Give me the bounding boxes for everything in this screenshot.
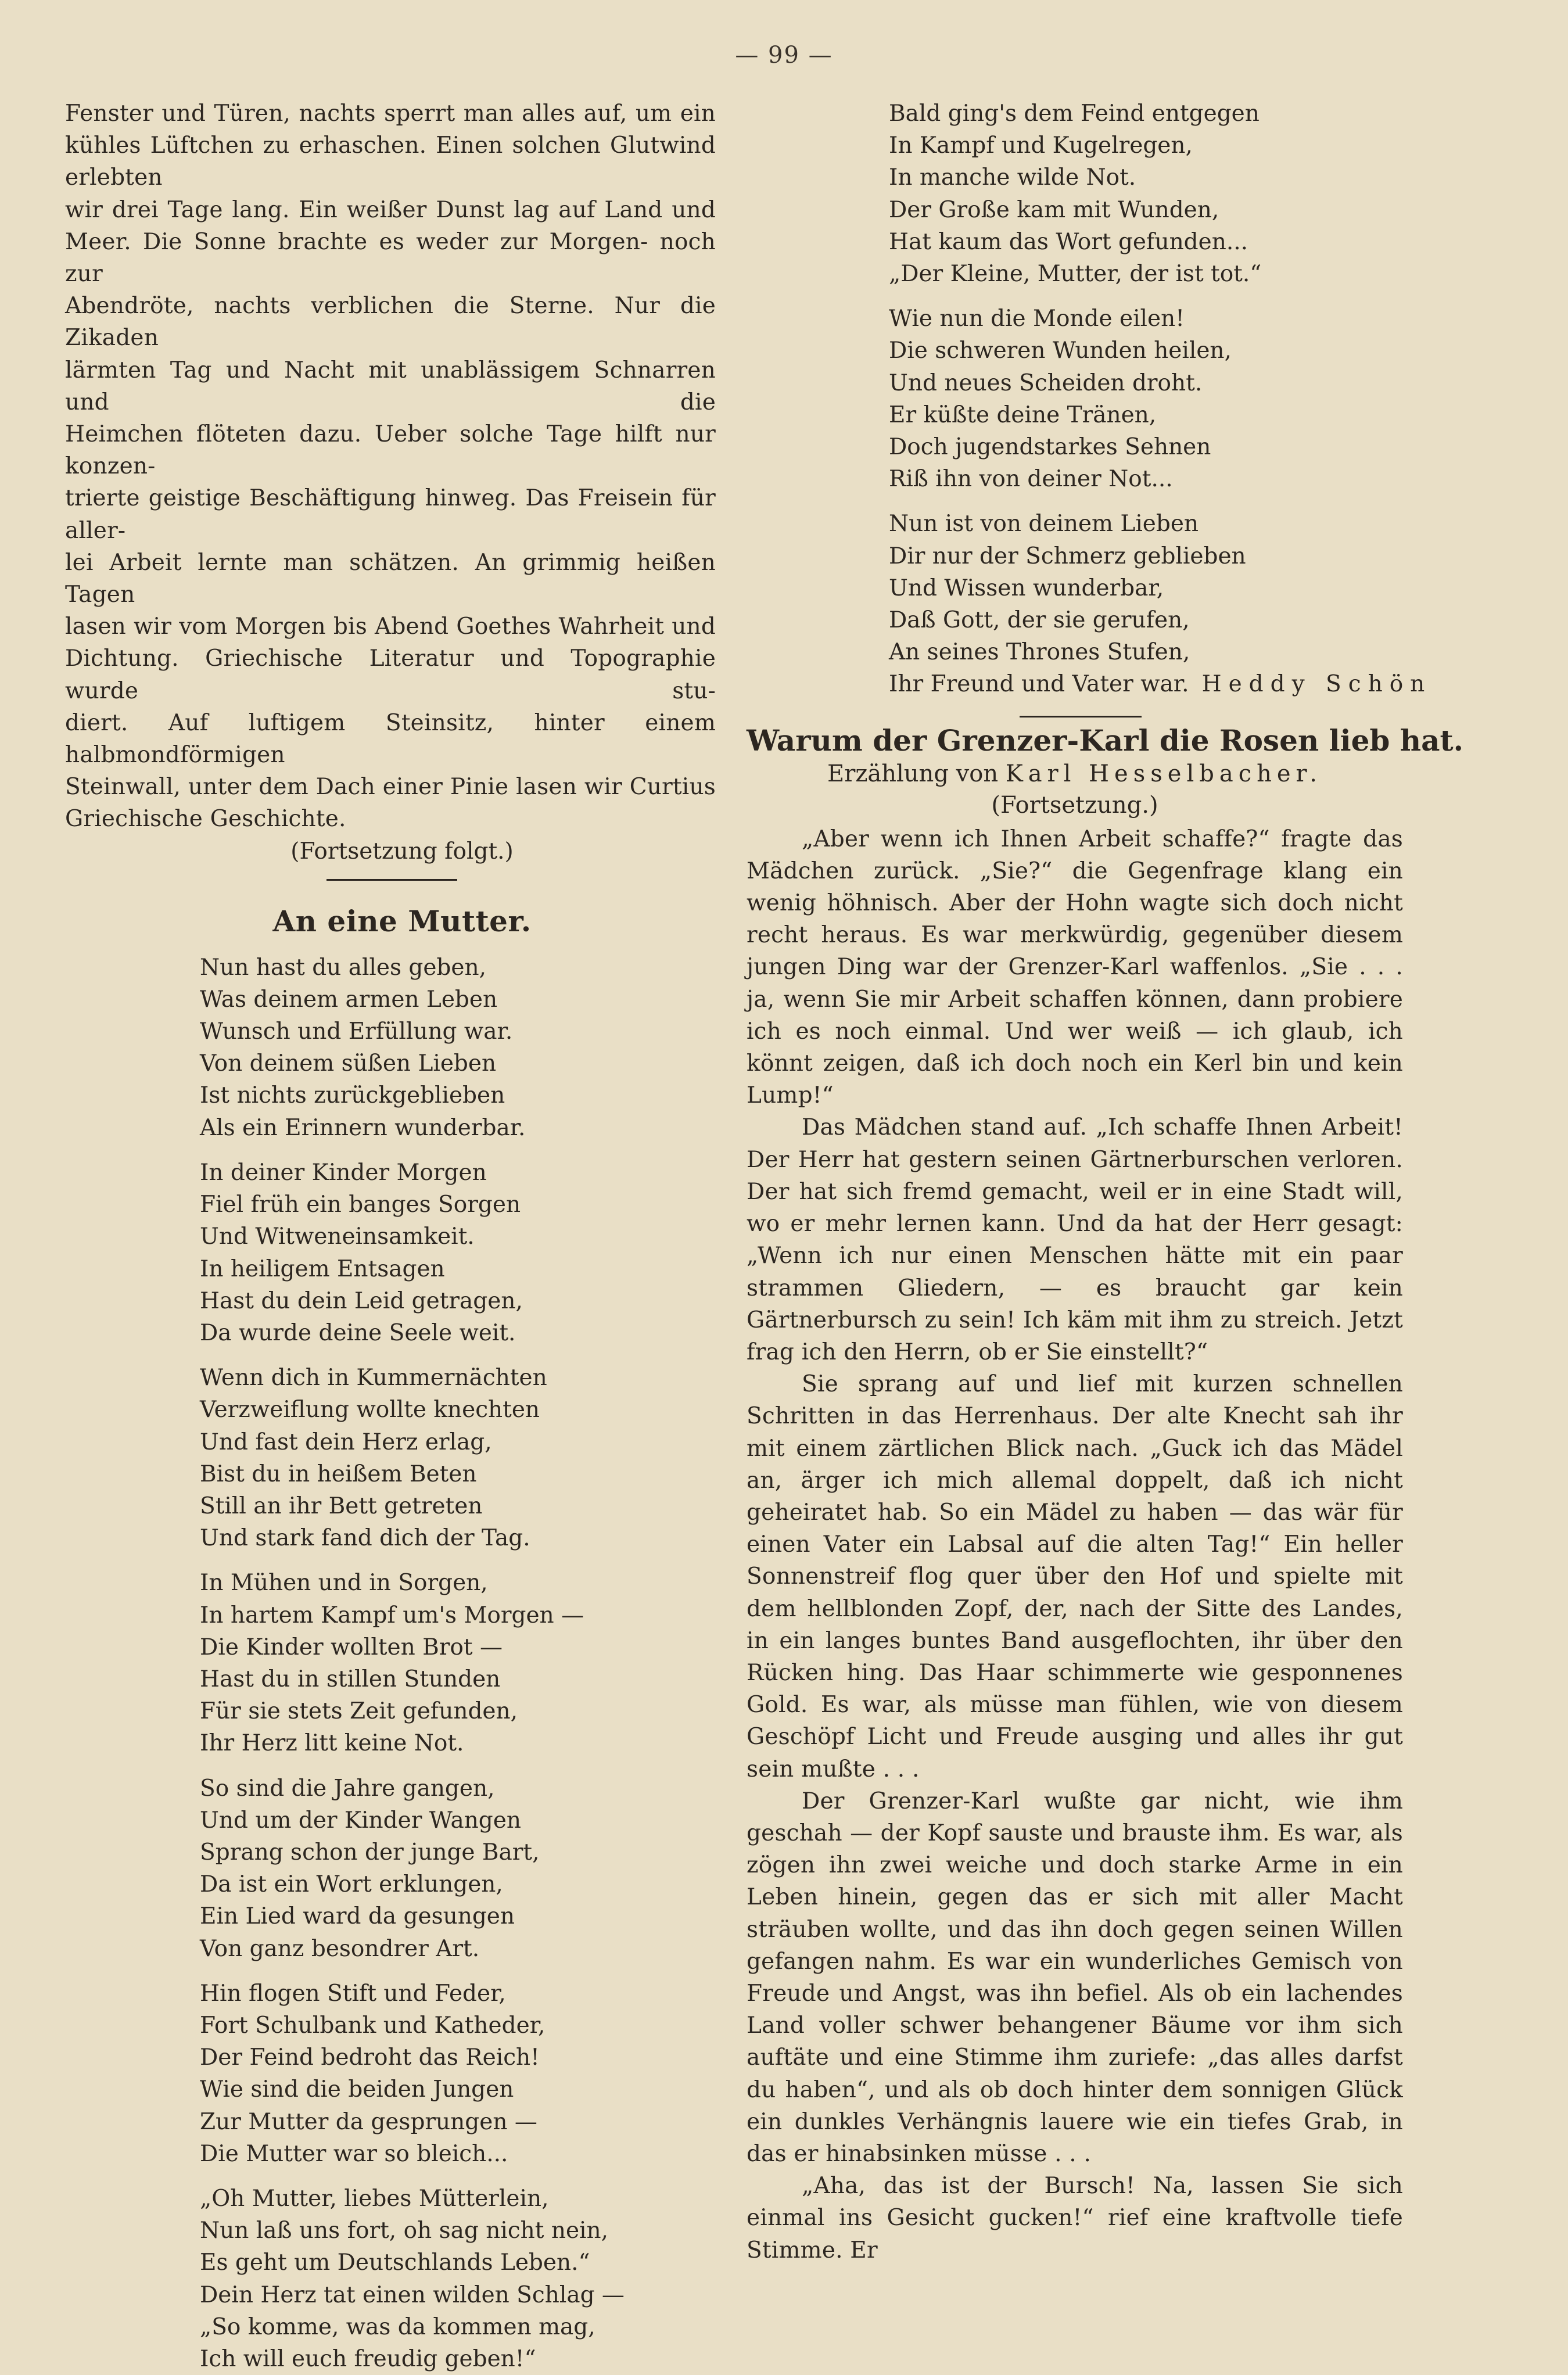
poem-line: Bald ging's dem Feind entgegen	[889, 101, 1260, 127]
story-body	[747, 823, 1403, 2266]
poem-line: In Mühen und in Sorgen,	[200, 1570, 488, 1597]
poem-right-part	[889, 98, 1432, 701]
poem-line: Wie nun die Monde eilen!	[889, 306, 1185, 332]
poem-line: Nun ist von deinem Lieben	[889, 511, 1199, 537]
poem-line: Und stark fand dich der Tag.	[200, 1525, 530, 1552]
poem-stanza	[889, 98, 1403, 290]
poem-line: So sind die Jahre gangen,	[200, 1775, 495, 1802]
poem-line: Bist du in heißem Beten	[200, 1461, 477, 1487]
poem-line: Hast du dein Leid getragen,	[200, 1287, 523, 1314]
poem-line: Der Große kam mit Wunden,	[889, 196, 1219, 223]
poem-stanza	[200, 2183, 716, 2375]
poem-line: Dir nur der Schmerz geblieben	[889, 543, 1246, 569]
poem-line: Für sie stets Zeit gefunden,	[200, 1698, 518, 1725]
poem-line: Ihr Freund und Vater war.	[889, 671, 1189, 698]
poem-stanza	[200, 1362, 716, 1554]
poem-line: „So komme, was da kommen mag,	[200, 2313, 595, 2340]
poem-line: Daß Gott, der sie gerufen,	[889, 607, 1190, 634]
story-divider	[1020, 716, 1142, 717]
poem-line: Was deinem armen Leben	[200, 986, 498, 1013]
essay-line: wir drei Tage lang. Ein weißer Dunst lag auf Land und	[65, 196, 716, 223]
essay-line: Griechische Geschichte.	[65, 806, 346, 833]
poem-line: Die Mutter war so bleich...	[200, 2140, 508, 2167]
essay-line: Steinwall, unter dem Dach einer Pinie lasen wir Curtius	[65, 774, 716, 801]
poem-line: Fort Schulbank und Katheder,	[200, 2012, 546, 2039]
story-title: Warum der Grenzer-Karl die Rosen lieb hat.	[747, 723, 1464, 758]
poem-line: In deiner Kinder Morgen	[200, 1159, 487, 1186]
essay-line: diert. Auf luftigem Steinsitz, hinter einem halbmondförmigen	[65, 709, 716, 769]
poem-line: Er küßte deine Tränen,	[889, 401, 1157, 428]
poem-line: Wenn dich in Kummernächten	[200, 1365, 547, 1391]
essay-line: lärmten Tag und Nacht mit unablässigem Schnarren und die	[65, 357, 716, 415]
poem-line: Und Witweneinsamkeit.	[200, 1224, 475, 1250]
continued-note: (Fortsetzung folgt.)	[290, 838, 514, 864]
poem-line: Und Wissen wunderbar,	[889, 575, 1164, 601]
poem-line: Wie sind die beiden Jungen	[200, 2076, 514, 2103]
poem-line: Und fast dein Herz erlag,	[200, 1429, 492, 1455]
poem-line: Hat kaum das Wort gefunden...	[889, 228, 1248, 255]
poem-line: In Kampf und Kugelregen,	[889, 132, 1193, 159]
poem-line: Die Kinder wollten Brot —	[200, 1634, 503, 1660]
left-column	[65, 98, 716, 2375]
poem-line: Da wurde deine Seele weit.	[200, 1319, 516, 1346]
poem-stanza	[889, 303, 1403, 495]
poem-line: An seines Thrones Stufen,	[889, 639, 1190, 666]
right-column	[747, 98, 1464, 2266]
essay-line: lasen wir vom Morgen bis Abend Goethes Wahrheit und	[65, 614, 716, 640]
poem-line: Und um der Kinder Wangen	[200, 1807, 521, 1834]
poem-line: „Der Kleine, Mutter, der ist tot.“	[889, 261, 1262, 288]
poem-line: Sprang schon der junge Bart,	[200, 1839, 540, 1865]
poem-stanza	[889, 508, 1432, 700]
poem-author: Heddy Schön	[1201, 671, 1432, 698]
poem-line: Der Feind bedroht das Reich!	[200, 2044, 540, 2071]
poem-line: In hartem Kampf um's Morgen —	[200, 1602, 584, 1628]
poem-line: Ist nichts zurückgeblieben	[200, 1082, 505, 1109]
poem-last-line	[889, 668, 1432, 700]
poem-line: Es geht um Deutschlands Leben.“	[200, 2250, 590, 2276]
story-paragraph: Das Mädchen stand auf. „Ich schaffe Ihnen Arbeit! Der Herr hat gestern seinen Gärtnerburschen verloren. Der hat sich fremd gemacht, weil er in eine Stadt will, wo er mehr lernen kann. Und da hat der Herr gesagt: „Wenn ich nur einen Menschen hätte mit ein paar strammen Gliedern, — es braucht gar kein Gärtnerbursch zu sein! Ich käm mit ihm zu streich. Jetzt frag ich den Herrn, ob er Sie einstellt?“	[747, 1114, 1403, 1365]
poem-line: Fiel früh ein banges Sorgen	[200, 1192, 521, 1218]
poem-line: Nun hast du alles geben,	[200, 954, 486, 981]
story-author: Karl Hesselbacher.	[1005, 760, 1322, 787]
poem-line: Ich will euch freudig geben!“	[200, 2346, 536, 2372]
essay-line: Fenster und Türen, nachts sperrt man alles auf, um ein	[65, 101, 716, 127]
essay-line: Meer. Die Sonne brachte es weder zur Morgen- noch zur	[65, 228, 716, 288]
essay-line: Dichtung. Griechische Literatur und Topographie wurde stu-	[65, 645, 716, 704]
poem-line: Wunsch und Erfüllung war.	[200, 1018, 513, 1045]
poem-stanza	[200, 1773, 716, 1965]
poem-line: Von deinem süßen Lieben	[200, 1050, 497, 1077]
poem-line: Verzweiflung wollte knechten	[200, 1397, 540, 1423]
essay-continuation	[65, 98, 716, 835]
poem-line: Riß ihn von deiner Not...	[889, 466, 1173, 493]
poem-line: Hin flogen Stift und Feder,	[200, 1980, 506, 2007]
story-paragraph: Sie sprang auf und lief mit kurzen schnellen Schritten in das Herrenhaus. Der alte Knecht sah ihr mit einem zärtlichen Blick nach. „Guck ich das Mädel an, ärger ich mich allemal doppelt, daß ich nicht geheiratet hab. So ein Mädel zu haben — das wär für einen Vater ein Labsal auf die alten Tag!“ Ein heller Sonnenstreif flog quer über den Hof und spielte mit dem hellblonden Zopf, der, nach der Sitte des Landes, in ein langes buntes Band ausgeflochten, ihr über den Rücken hing. Das Haar schimmerte wie gesponnenes Gold. Es war, als müsse man fühlen, wie von diesem Geschöpf Licht und Freude ausging und alles ihr gut sein mußte . . .	[747, 1371, 1403, 1782]
poem-line: „Oh Mutter, liebes Mütterlein,	[200, 2185, 549, 2212]
story-paragraph: Der Grenzer-Karl wußte gar nicht, wie ihm geschah — der Kopf sauste und brauste ihm. Es war, als zögen ihn zwei weiche und doch starke Arme in ein Leben hinein, gegen das er sich mit aller Macht sträuben wollte, und das ihn doch gegen seinen Willen gefangen nahm. Es war ein wunderliches Gemisch von Freude und Angst, was ihn befiel. Als ob ein lachendes Land voller schwer behangener Bäume vor ihm sich auftäte und eine Stimme ihm zuriefe: „das alles darfst du haben“, und als ob doch hinter dem sonnigen Glück ein dunkles Verhängnis lauere wie ein tiefes Grab, in das er hinabsinken müsse . . .	[747, 1788, 1403, 2167]
poem-line: Doch jugendstarkes Sehnen	[889, 434, 1211, 461]
poem-line: Ein Lied ward da gesungen	[200, 1903, 515, 1930]
poem-line: Dein Herz tat einen wilden Schlag —	[200, 2281, 625, 2308]
poem-line: Als ein Erinnern wunderbar.	[200, 1114, 526, 1141]
story-paragraph: „Aber wenn ich Ihnen Arbeit schaffe?“ fragte das Mädchen zurück. „Sie?“ die Gegenfrage klang ein wenig höhnisch. Aber der Hohn wagte sich doch nicht recht heraus. Es war merkwürdig, gegenüber diesem jungen Ding war der Grenzer-Karl waffenlos. „Sie . . . ja, wenn Sie mir Arbeit schaffen können, dann probiere ich es noch einmal. Und wer weiß — ich glaub, ich könnt zeigen, daß ich doch noch ein Kerl bin und kein Lump!“	[747, 826, 1403, 1109]
essay-line: Abendröte, nachts verblichen die Sterne. Nur die Zikaden	[65, 293, 716, 351]
poem-line: Hast du in stillen Stunden	[200, 1666, 501, 1692]
poem-line: Ihr Herz litt keine Not.	[200, 1730, 464, 1757]
poem-line: Nun laß uns fort, oh sag nicht nein,	[200, 2218, 609, 2244]
poem-stanza	[200, 1567, 716, 1759]
essay-line: lei Arbeit lernte man schätzen. An grimmig heißen Tagen	[65, 549, 716, 608]
poem-line: In manche wilde Not.	[889, 164, 1136, 191]
page-number: — 99 —	[735, 42, 833, 69]
title-divider	[326, 879, 457, 881]
poem-left-part	[200, 952, 716, 2375]
poem-line: Die schweren Wunden heilen,	[889, 338, 1232, 364]
poem-stanza	[200, 1157, 716, 1349]
poem-line: Da ist ein Wort erklungen,	[200, 1871, 503, 1898]
poem-line: Zur Mutter da gesprungen —	[200, 2108, 537, 2135]
story-continued-note: (Fortsetzung.)	[991, 791, 1158, 819]
poem-stanza	[200, 1978, 716, 2170]
essay-line: kühles Lüftchen zu erhaschen. Einen solchen Glutwind erlebten	[65, 132, 716, 191]
poem-line: Und neues Scheiden droht.	[889, 369, 1203, 396]
poem-line: Still an ihr Bett getreten	[200, 1493, 483, 1519]
poem-title: An eine Mutter.	[272, 903, 532, 938]
poem-line: In heiligem Entsagen	[200, 1255, 445, 1282]
story-paragraph: „Aha, das ist der Bursch! Na, lassen Sie sich einmal ins Gesicht gucken!“ rief eine kraftvolle tiefe Stimme. Er	[747, 2173, 1403, 2263]
poem-line: Von ganz besondrer Art.	[200, 1935, 480, 1962]
essay-line: Heimchen flöteten dazu. Ueber solche Tage hilft nur konzen-	[65, 421, 716, 480]
story-byline-prefix: Erzählung von	[827, 760, 999, 787]
essay-line: trierte geistige Beschäftigung hinweg. Das Freisein für aller-	[65, 485, 716, 544]
story-byline	[747, 758, 1403, 790]
poem-stanza	[200, 952, 716, 1144]
